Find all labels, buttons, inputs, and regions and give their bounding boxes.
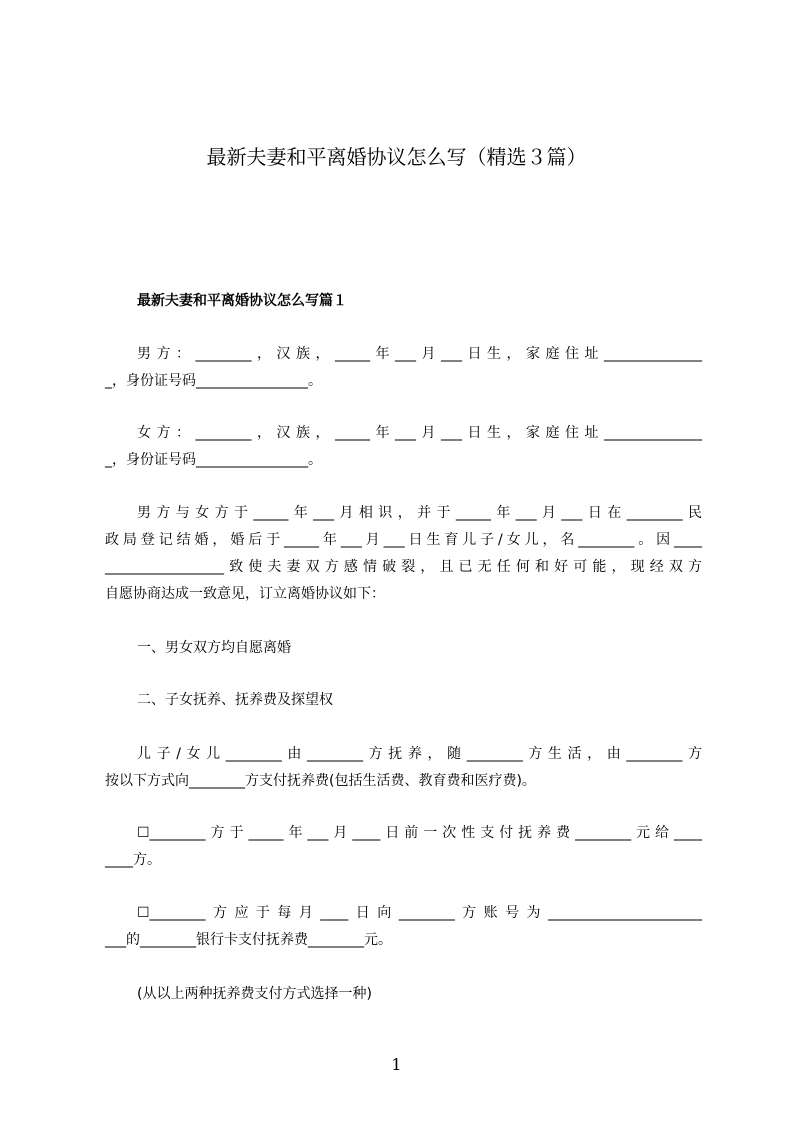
document-title: 最新夫妻和平离婚协议怎么写（精选３篇） <box>206 145 587 169</box>
clause-two-text: 二、子女抚养、抚养费及探望权 <box>137 692 333 708</box>
payment-note-text: (从以上两种抚养费支付方式选择一种) <box>137 986 372 1002</box>
payment-note <box>105 981 702 1008</box>
clause-two <box>105 687 702 714</box>
payment-option-line: ____方。 <box>105 852 161 868</box>
marriage-line: 男方与女方于_____年___月相识，并于_____年___月___日在________民 <box>137 505 702 521</box>
man-info-line: 男方：________，汉族，_____年___月___日生，家庭住址______________ <box>137 346 702 362</box>
payment-option-lump-sum <box>105 820 702 874</box>
payment-option-line: ☐________方应于每月____日向________方账号为______________________ <box>137 905 702 921</box>
marriage-line: 政局登记结婚，婚后于_____年___月___日生育儿子/女儿，名________。因____ <box>105 532 702 548</box>
custody-line: 按以下方式向________方支付抚养费(包括生活费、教育费和医疗费)。 <box>105 773 536 789</box>
payment-option-monthly <box>105 900 702 954</box>
payment-option-line: ___的________银行卡支付抚养费________元。 <box>105 932 392 948</box>
clause-one <box>105 635 702 662</box>
section-heading: 最新夫妻和平离婚协议怎么写篇１ <box>137 293 347 309</box>
marriage-line: _________________致使夫妻双方感情破裂，且已无任何和好可能，现经双方 <box>105 559 702 575</box>
custody-paragraph <box>105 741 702 795</box>
page-number: 1 <box>391 1055 402 1074</box>
woman-info-line: _，身份证号码________________。 <box>105 452 322 468</box>
man-info-line: _，身份证号码________________。 <box>105 373 322 389</box>
custody-line: 儿子/女儿________由________方抚养，随________方生活，由________方 <box>137 746 702 762</box>
marriage-paragraph <box>105 500 702 608</box>
marriage-line: 自愿协商达成一致意见，订立离婚协议如下： <box>105 586 385 602</box>
woman-info-paragraph <box>105 420 702 474</box>
clause-one-text: 一、男女双方均自愿离婚 <box>137 640 291 656</box>
payment-option-line: ☐________方于_____年___月____日前一次性支付抚养费________元给____ <box>137 825 702 841</box>
woman-info-line: 女方：________，汉族，_____年___月___日生，家庭住址______________ <box>137 425 702 441</box>
man-info-paragraph <box>105 341 702 395</box>
